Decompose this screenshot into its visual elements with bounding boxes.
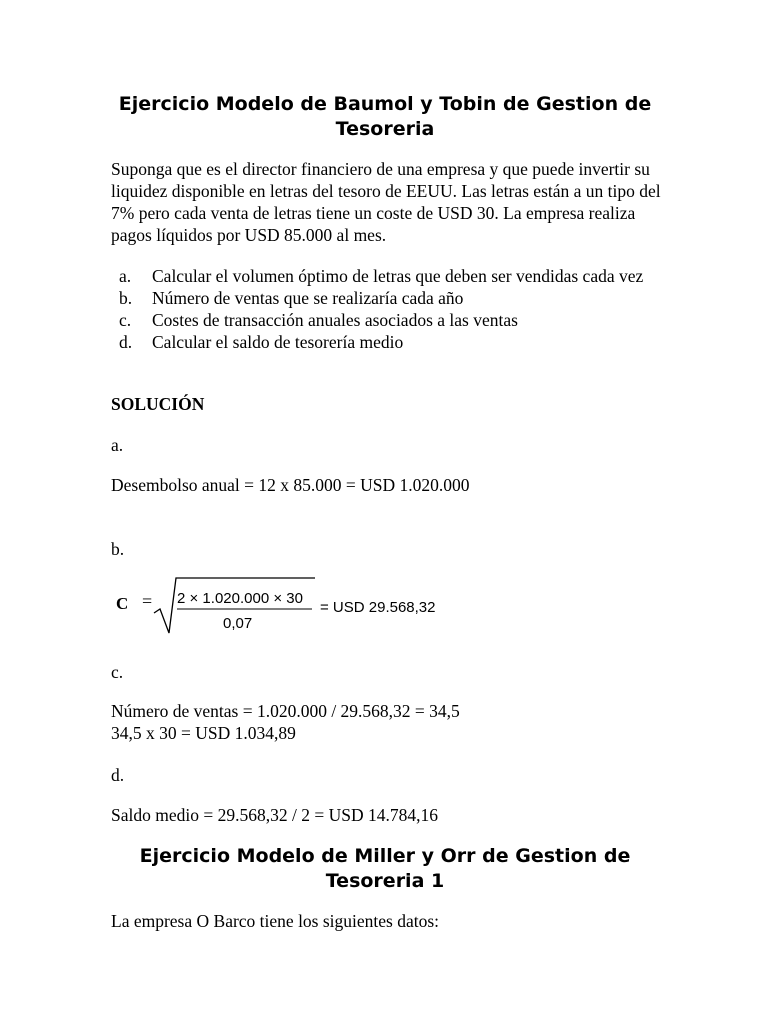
part-b-label: b. (111, 539, 125, 559)
number-of-sales-line: Número de ventas = 1.020.000 / 29.568,32 = 34,5 (111, 701, 460, 721)
question-text: Número de ventas que se realizaría cada año (152, 288, 464, 308)
formula-numerator: 2 × 1.020.000 × 30 (177, 590, 303, 607)
problem-statement: Suponga que es el director financiero de una empresa y que puede invertir su liquidez disponible en letras del tesoro de EEUU. Las letras están a un tipo del 7% pero cada venta de letras tiene un coste de USD 30. La empresa realiza pagos líquidos por USD 85.000 al mes. (111, 159, 661, 245)
formula-lhs: C (116, 594, 129, 613)
list-marker: b. (119, 288, 133, 308)
formula-equals: = (142, 591, 153, 611)
question-text: Calcular el volumen óptimo de letras que deben ser vendidas cada vez (152, 266, 644, 286)
transaction-cost-line: 34,5 x 30 = USD 1.034,89 (111, 723, 296, 743)
formula-result: = USD 29.568,32 (320, 599, 436, 616)
question-list (111, 265, 671, 353)
question-text: Calcular el saldo de tesorería medio (152, 332, 404, 352)
part-a-label: a. (111, 435, 124, 455)
annual-disbursement-line: Desembolso anual = 12 x 85.000 = USD 1.020.000 (111, 475, 470, 495)
part-c-label: c. (111, 662, 124, 682)
average-balance-line: Saldo medio = 29.568,32 / 2 = USD 14.784,16 (111, 805, 438, 825)
list-item (111, 309, 671, 331)
list-marker: d. (119, 332, 133, 352)
list-item (111, 287, 671, 309)
question-text: Costes de transacción anuales asociados a las ventas (152, 310, 518, 330)
list-marker: c. (119, 310, 132, 330)
part-d-label: d. (111, 765, 125, 785)
optimal-amount-formula (114, 575, 454, 635)
list-item (111, 331, 671, 353)
formula-denominator: 0,07 (223, 615, 253, 632)
exercise-title-miller-orr: Ejercicio Modelo de Miller y Orr de Gestion de Tesoreria 1 (139, 845, 631, 892)
exercise-title-baumol-tobin: Ejercicio Modelo de Baumol y Tobin de Gestion de Tesoreria (118, 93, 652, 140)
list-marker: a. (119, 266, 132, 286)
list-item (111, 265, 671, 287)
solution-heading: SOLUCIÓN (111, 394, 205, 414)
miller-orr-intro: La empresa O Barco tiene los siguientes datos: (111, 911, 440, 931)
